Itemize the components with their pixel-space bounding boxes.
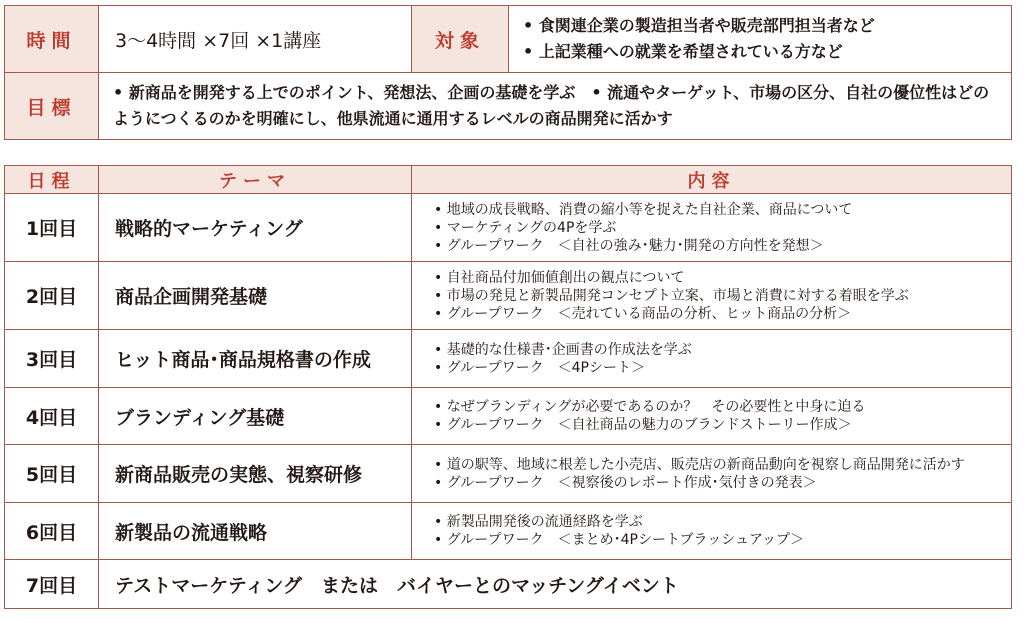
- goal-text: • 新商品を開発する上でのポイント、発想法、企画の基礎を学ぶ • 流通やターゲット、市場の区分、自社の優位性はどのようにつくるのかを明確にし、他県流通に通用するレベルの商品開発に活かす: [99, 73, 1012, 140]
- header-day: 日程: [5, 166, 99, 194]
- schedule-row: [5, 445, 1012, 503]
- schedule-table: [4, 165, 1012, 609]
- schedule-row: [5, 503, 1012, 560]
- session-number: 1回目: [5, 194, 99, 262]
- schedule-row: [5, 194, 1012, 262]
- time-value: 3～4時間 ×7回 ×1講座: [99, 6, 412, 73]
- content-item: • マーケティングの4Pを学ぶ: [434, 219, 1011, 237]
- session-number: 4回目: [5, 388, 99, 445]
- content-item: • 自社商品付加価値創出の観点について: [434, 269, 1011, 287]
- session-theme: テストマーケティング または バイヤーとのマッチングイベント: [99, 560, 1012, 609]
- content-item: • グループワーク ＜自社商品の魅力のブランドストーリー作成＞: [434, 416, 1011, 434]
- target-label: 対象: [412, 6, 509, 73]
- content-item: • 基礎的な仕様書･企画書の作成法を学ぶ: [434, 341, 1011, 359]
- session-content: [412, 388, 1012, 445]
- target-list: [509, 6, 1012, 73]
- session-content: [412, 262, 1012, 330]
- schedule-row: [5, 560, 1012, 609]
- session-theme: 新製品の流通戦略: [99, 503, 412, 560]
- session-theme: 戦略的マーケティング: [99, 194, 412, 262]
- content-item: • グループワーク ＜まとめ･4Pシートブラッシュアップ＞: [434, 531, 1011, 549]
- session-number: 2回目: [5, 262, 99, 330]
- session-theme: 商品企画開発基礎: [99, 262, 412, 330]
- content-item: • グループワーク ＜自社の強み･魅力･開発の方向性を発想＞: [434, 237, 1011, 255]
- session-number: 6回目: [5, 503, 99, 560]
- session-content: [412, 445, 1012, 503]
- header-content: 内容: [412, 166, 1012, 194]
- time-label: 時間: [5, 6, 99, 73]
- content-item: • 道の駅等、地域に根差した小売店、販売店の新商品動向を視察し商品開発に活かす: [434, 456, 1011, 474]
- target-item: • 食関連企業の製造担当者や販売部門担当者など: [523, 13, 1011, 39]
- course-info-table: [4, 5, 1012, 140]
- session-theme: ブランディング基礎: [99, 388, 412, 445]
- session-content: [412, 330, 1012, 388]
- session-number: 5回目: [5, 445, 99, 503]
- content-item: • 地域の成長戦略、消費の縮小等を捉えた自社企業、商品について: [434, 201, 1011, 219]
- session-theme: 新商品販売の実態、視察研修: [99, 445, 412, 503]
- header-theme: テーマ: [99, 166, 412, 194]
- session-content: [412, 503, 1012, 560]
- schedule-row: [5, 388, 1012, 445]
- session-number: 3回目: [5, 330, 99, 388]
- schedule-row: [5, 330, 1012, 388]
- session-number: 7回目: [5, 560, 99, 609]
- content-item: • グループワーク ＜視察後のレポート作成･気付きの発表＞: [434, 474, 1011, 492]
- content-item: • 市場の発見と新製品開発コンセプト立案、市場と消費に対する着眼を学ぶ: [434, 287, 1011, 305]
- content-item: • グループワーク ＜売れている商品の分析、ヒット商品の分析＞: [434, 305, 1011, 323]
- target-item: • 上記業種への就業を希望されている方など: [523, 39, 1011, 65]
- session-theme: ヒット商品･商品規格書の作成: [99, 330, 412, 388]
- goal-label: 目標: [5, 73, 99, 140]
- session-content: [412, 194, 1012, 262]
- content-item: • 新製品開発後の流通経路を学ぶ: [434, 513, 1011, 531]
- content-item: • なぜブランディングが必要であるのか？ その必要性と中身に迫る: [434, 398, 1011, 416]
- schedule-row: [5, 262, 1012, 330]
- content-item: • グループワーク ＜4Pシート＞: [434, 359, 1011, 377]
